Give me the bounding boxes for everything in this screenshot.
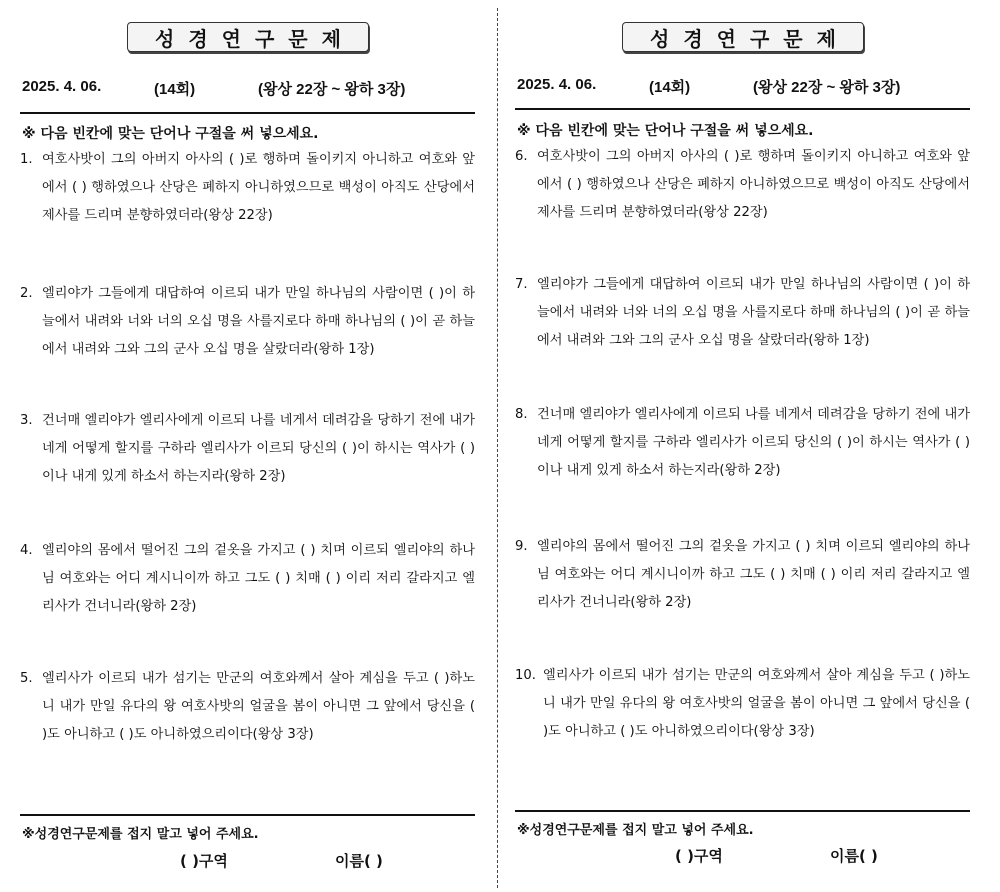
district-field[interactable]: ( )구역: [180, 852, 228, 870]
question-number: 1.: [20, 152, 33, 167]
worksheet-title: 성경연구문제: [127, 22, 369, 52]
question-item: [20, 146, 475, 230]
question-item: [515, 143, 970, 227]
scripture-range-label: (왕상 22장 ~ 왕하 3장): [258, 81, 406, 98]
question-number: 6.: [515, 149, 528, 164]
question-text: 여호사밧이 그의 아버지 아사의 ( )로 행하며 돌이키지 아니하고 여호와 앞에서 ( ) 행하였으나 산당은 폐하지 아니하였으므로 백성이 아직도 산당에서 제사를 드리며 분향하였더라(왕상 22장): [537, 149, 970, 220]
session-label: (14회): [154, 81, 196, 98]
question-number: 3.: [20, 413, 33, 428]
question-text: 엘리사가 이르되 내가 섬기는 만군의 여호와께서 살아 계심을 두고 ( )하노니 내가 만일 유다의 왕 여호사밧의 얼굴을 봄이 아니면 그 앞에서 당신을 ( )도 아니하고 ( )도 아니하였으리이다(왕상 3장): [42, 671, 475, 742]
question-text: 엘리야가 그들에게 대답하여 이르되 내가 만일 하나님의 사람이면 ( )이 하늘에서 내려와 너와 너의 오십 명을 사를지로다 하매 하나님의 ( )이 곧 하늘에서 내려와 그와 그의 군사 오십 명을 살랐더라(왕하 1장): [537, 277, 970, 348]
worksheet-right: [515, 0, 970, 892]
question-number: 4.: [20, 543, 33, 558]
question-number: 5.: [20, 671, 33, 686]
question-item: [515, 271, 970, 355]
header-divider: [20, 112, 475, 114]
question-number: 9.: [515, 539, 528, 554]
date-label: 2025. 4. 06.: [22, 78, 102, 95]
scripture-range-label: (왕상 22장 ~ 왕하 3장): [753, 79, 901, 96]
worksheet-left: [20, 0, 475, 892]
question-text: 여호사밧이 그의 아버지 아사의 ( )로 행하며 돌이키지 아니하고 여호와 앞에서 ( ) 행하였으나 산당은 폐하지 아니하였으므로 백성이 아직도 산당에서 제사를 드리며 분향하였더라(왕상 22장): [42, 152, 475, 223]
header-divider: [515, 108, 970, 110]
question-item: [20, 407, 475, 491]
footer-divider: [515, 810, 970, 812]
worksheet-header: [20, 78, 475, 102]
footer-note: ※성경연구문제를 접지 말고 넣어 주세요.: [517, 823, 754, 838]
instruction-text: ※ 다음 빈칸에 맞는 단어나 구절을 써 넣으세요.: [22, 126, 319, 142]
footer-fields: [20, 850, 475, 872]
question-number: 2.: [20, 286, 33, 301]
question-text: 엘리야가 그들에게 대답하여 이르되 내가 만일 하나님의 사람이면 ( )이 하늘에서 내려와 너와 너의 오십 명을 사를지로다 하매 하나님의 ( )이 곧 하늘에서 내려와 그와 그의 군사 오십 명을 살랐더라(왕하 1장): [42, 286, 475, 357]
question-item: [20, 280, 475, 364]
question-number: 8.: [515, 407, 528, 422]
instruction-text: ※ 다음 빈칸에 맞는 단어나 구절을 써 넣으세요.: [517, 123, 814, 139]
question-number: 10.: [515, 668, 536, 683]
question-item: [515, 533, 970, 617]
name-field[interactable]: 이름( ): [335, 852, 383, 870]
district-field[interactable]: ( )구역: [675, 847, 723, 865]
worksheet-title: 성경연구문제: [622, 22, 864, 52]
date-label: 2025. 4. 06.: [517, 76, 597, 93]
question-text: 엘리야의 몸에서 떨어진 그의 겉옷을 가지고 ( ) 치며 이르되 엘리야의 하나님 여호와는 어디 계시니이까 하고 그도 ( ) 치매 ( ) 이리 저리 갈라지고 엘리사가 건너니라(왕하 2장): [42, 543, 475, 614]
footer-fields: [515, 845, 970, 867]
worksheet-header: [515, 76, 970, 100]
question-number: 7.: [515, 277, 528, 292]
session-label: (14회): [649, 79, 691, 96]
column-divider: [497, 8, 498, 888]
name-field[interactable]: 이름( ): [830, 847, 878, 865]
question-item: [515, 401, 970, 485]
question-item: [20, 537, 475, 621]
question-item: [20, 665, 475, 749]
footer-divider: [20, 814, 475, 816]
question-text: 건너매 엘리야가 엘리사에게 이르되 나를 네게서 데려감을 당하기 전에 내가 네게 어떻게 할지를 구하라 엘리사가 이르되 당신의 ( )이 하시는 역사가 ( )이나 내게 있게 하소서 하는지라(왕하 2장): [42, 413, 475, 484]
question-text: 엘리야의 몸에서 떨어진 그의 겉옷을 가지고 ( ) 치며 이르되 엘리야의 하나님 여호와는 어디 계시니이까 하고 그도 ( ) 치매 ( ) 이리 저리 갈라지고 엘리사가 건너니라(왕하 2장): [537, 539, 970, 610]
question-text: 건너매 엘리야가 엘리사에게 이르되 나를 네게서 데려감을 당하기 전에 내가 네게 어떻게 할지를 구하라 엘리사가 이르되 당신의 ( )이 하시는 역사가 ( )이나 내게 있게 하소서 하는지라(왕하 2장): [537, 407, 970, 478]
footer-note: ※성경연구문제를 접지 말고 넣어 주세요.: [22, 827, 259, 842]
question-item: [515, 662, 970, 746]
question-text: 엘리사가 이르되 내가 섬기는 만군의 여호와께서 살아 계심을 두고 ( )하노니 내가 만일 유다의 왕 여호사밧의 얼굴을 봄이 아니면 그 앞에서 당신을 ( )도 아니하고 ( )도 아니하였으리이다(왕상 3장): [543, 668, 970, 739]
